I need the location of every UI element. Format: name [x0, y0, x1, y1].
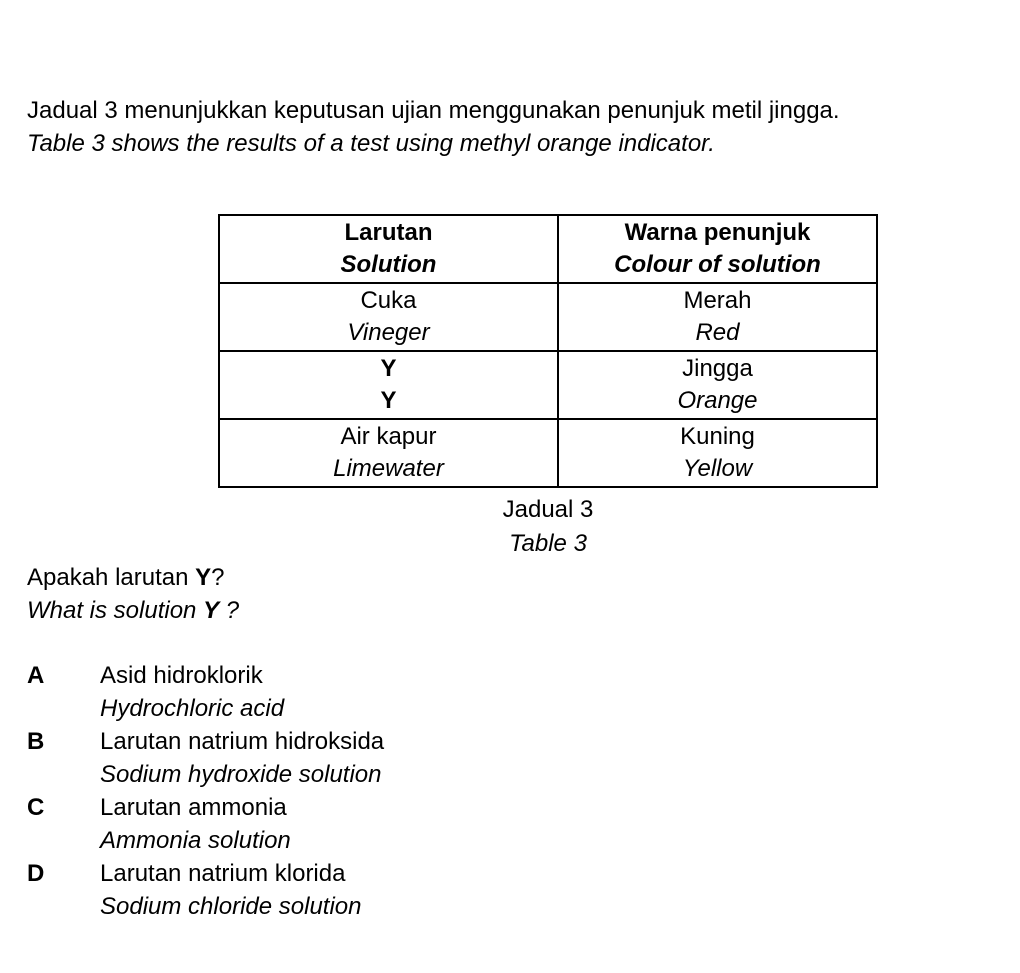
option-english: Ammonia solution [100, 827, 291, 854]
header-solution [219, 215, 558, 283]
option-text [100, 857, 361, 923]
colour-malay: Kuning [680, 423, 755, 450]
option-b[interactable] [27, 725, 384, 791]
table-row [219, 283, 877, 351]
intro-malay: Jadual 3 menunjukkan keputusan ujian menggunakan penunjuk metil jingga. [27, 97, 840, 124]
solution-english: Y [380, 387, 397, 414]
option-english: Sodium hydroxide solution [100, 761, 382, 788]
intro-english: Table 3 shows the results of a test using methyl orange indicator. [27, 130, 715, 157]
option-letter: C [27, 794, 45, 821]
caption-malay: Jadual 3 [502, 496, 594, 523]
question-english [27, 594, 239, 627]
cell-colour [558, 283, 877, 351]
header-solution-english: Solution [340, 251, 437, 278]
solution-english: Vineger [347, 319, 430, 346]
option-c[interactable] [27, 791, 384, 857]
answer-options [27, 659, 384, 923]
colour-english: Orange [677, 387, 758, 414]
option-malay: Larutan natrium hidroksida [100, 728, 385, 755]
question-english-prefix: What is solution [27, 597, 204, 624]
colour-malay: Jingga [682, 355, 753, 382]
solution-malay: Y [380, 355, 397, 382]
option-text [100, 791, 291, 857]
colour-english: Red [695, 319, 740, 346]
table-row [219, 351, 877, 419]
question-english-suffix: ? [219, 597, 240, 624]
header-colour-english: Colour of solution [614, 251, 821, 278]
table-caption [218, 493, 878, 561]
option-english: Hydrochloric acid [100, 695, 285, 722]
option-d[interactable] [27, 857, 384, 923]
header-colour [558, 215, 877, 283]
option-malay: Larutan ammonia [100, 794, 287, 821]
option-text [100, 725, 384, 791]
solution-malay: Air kapur [340, 423, 437, 450]
question-malay-prefix: Apakah larutan [27, 564, 196, 591]
question-malay-suffix: ? [211, 564, 225, 591]
colour-malay: Merah [683, 287, 752, 314]
caption-english: Table 3 [509, 530, 587, 557]
results-table [218, 214, 878, 488]
solution-malay: Cuka [360, 287, 417, 314]
table-row [219, 419, 877, 487]
option-malay: Larutan natrium klorida [100, 860, 346, 887]
cell-colour [558, 419, 877, 487]
table-header-row [219, 215, 877, 283]
option-letter: A [27, 662, 45, 689]
option-english: Sodium chloride solution [100, 893, 362, 920]
colour-english: Yellow [682, 455, 753, 482]
solution-english: Limewater [333, 455, 444, 482]
question-malay [27, 561, 239, 594]
option-a[interactable] [27, 659, 384, 725]
question-text [27, 561, 239, 627]
option-letter: D [27, 860, 45, 887]
question-malay-variable: Y [195, 564, 212, 591]
header-solution-malay: Larutan [344, 219, 433, 246]
option-malay: Asid hidroklorik [100, 662, 263, 689]
option-text [100, 659, 284, 725]
cell-colour [558, 351, 877, 419]
intro-text [27, 94, 840, 160]
cell-solution [219, 351, 558, 419]
cell-solution [219, 419, 558, 487]
option-letter: B [27, 728, 45, 755]
question-english-variable: Y [203, 597, 220, 624]
header-colour-malay: Warna penunjuk [624, 219, 811, 246]
cell-solution [219, 283, 558, 351]
